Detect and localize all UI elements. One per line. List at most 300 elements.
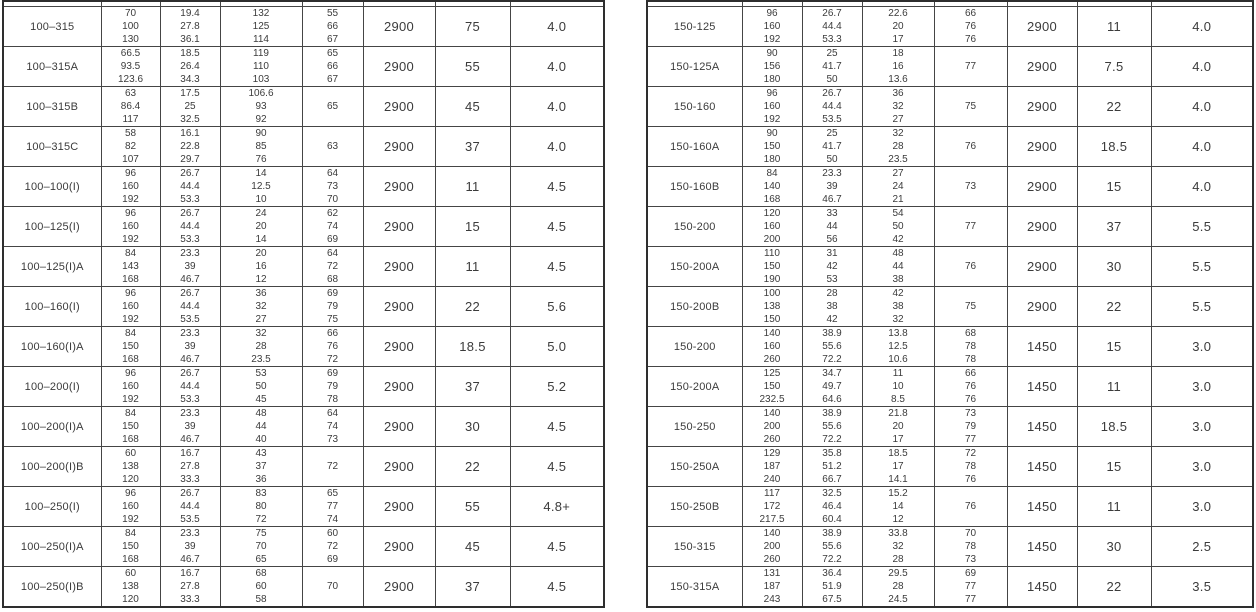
table-row [3,447,604,487]
value-line: 38 [826,301,838,312]
value-line: 21 [892,194,904,205]
value-line: 16.7 [180,448,200,459]
value-line: 74 [326,421,339,432]
power-cell: 30 [435,407,510,447]
model-cell: 150-315 [647,527,742,567]
value-line: 260 [763,354,781,365]
value-cell [742,327,802,367]
value-line: 72.2 [822,354,842,365]
value-line: 66 [964,368,977,379]
value-cell [742,127,802,167]
extra-cell: 5.5 [1151,207,1253,247]
value-line: 187 [763,461,781,472]
value-cell [802,127,862,167]
value-line: 140 [763,328,781,339]
speed-cell: 2900 [1007,7,1077,47]
value-line: 85 [255,141,267,152]
value-cell [802,407,862,447]
value-line: 76 [964,381,977,392]
power-cell: 15 [435,207,510,247]
value-cell [220,407,302,447]
value-cell [220,207,302,247]
value-line: 46.7 [180,434,200,445]
value-line: 68 [326,274,339,285]
value-line: 84 [766,168,778,179]
value-line: 38.9 [822,408,842,419]
value-line: 76 [964,394,977,405]
speed-cell: 2900 [363,7,435,47]
value-line: 44 [892,261,904,272]
extra-cell: 3.0 [1151,367,1253,407]
value-line: 100 [763,288,781,299]
value-cell [220,7,302,47]
value-cell [802,527,862,567]
value-cell [742,487,802,527]
value-cell [220,327,302,367]
value-line: 38 [892,274,904,285]
value-line: 11 [892,368,904,379]
extra-cell: 3.0 [1151,327,1253,367]
speed-cell: 2900 [1007,287,1077,327]
value-line: 150 [763,314,781,325]
value-cell [101,87,160,127]
value-line: 51.9 [822,581,842,592]
speed-cell: 2900 [363,87,435,127]
table-row [3,487,604,527]
left-table-container [2,0,603,608]
value-cell [862,287,934,327]
value-line: 76 [326,341,339,352]
value-line: 93 [255,101,267,112]
value-cell: 72 [302,447,363,487]
table-row [647,567,1253,608]
speed-cell: 2900 [363,287,435,327]
power-cell: 37 [1077,207,1151,247]
value-line: 26.7 [180,368,200,379]
model-cell: 150-250B [647,487,742,527]
table-row [647,207,1253,247]
value-cell [742,7,802,47]
value-line: 260 [763,434,781,445]
value-line: 70 [255,541,267,552]
value-cell [160,447,220,487]
value-line: 55.6 [822,541,842,552]
value-cell [742,447,802,487]
value-line: 75 [326,314,339,325]
power-cell: 7.5 [1077,47,1151,87]
power-cell: 22 [1077,567,1151,608]
value-line: 76 [964,21,977,32]
value-line: 33.3 [180,474,200,485]
extra-cell: 5.5 [1151,247,1253,287]
value-line: 78 [964,461,977,472]
value-line: 14 [255,234,267,245]
value-line: 69 [326,554,339,565]
value-line: 100 [122,21,139,32]
speed-cell: 1450 [1007,407,1077,447]
value-cell [101,287,160,327]
value-line: 53 [255,368,267,379]
value-line: 125 [763,368,781,379]
speed-cell: 2900 [363,247,435,287]
value-line: 20 [892,421,904,432]
value-line: 46.7 [822,194,842,205]
value-line: 96 [766,88,778,99]
value-line: 37 [255,461,267,472]
value-line: 32 [892,541,904,552]
value-line: 110 [764,248,780,259]
value-line: 42 [892,288,904,299]
value-line: 60 [124,448,137,459]
table-row [647,447,1253,487]
value-line: 168 [122,274,139,285]
value-line: 24 [892,181,904,192]
speed-cell: 2900 [363,367,435,407]
value-line: 42 [826,261,838,272]
value-cell [802,567,862,608]
table-row [3,87,604,127]
value-line: 26.7 [822,8,842,19]
value-line: 25 [826,128,838,139]
extra-cell: 4.0 [1151,47,1253,87]
table-row [3,127,604,167]
value-cell: 70 [302,567,363,608]
extra-cell: 5.5 [1151,287,1253,327]
value-line: 23.3 [180,248,200,259]
value-line: 72 [326,261,339,272]
value-line: 78 [964,541,977,552]
value-line: 96 [124,368,137,379]
value-line: 160 [122,221,139,232]
value-line: 172 [763,501,781,512]
value-line: 76 [964,34,977,45]
value-line: 68 [255,568,267,579]
value-line: 27.8 [180,581,200,592]
extra-cell: 4.5 [510,447,604,487]
value-cell [302,247,363,287]
value-line: 20 [892,21,904,32]
extra-cell: 4.0 [1151,87,1253,127]
extra-cell: 4.0 [510,127,604,167]
table-row [3,527,604,567]
table-row [647,287,1253,327]
value-line: 72 [964,448,977,459]
value-cell [101,567,160,608]
value-line: 29.5 [888,568,908,579]
value-line: 72 [255,514,267,525]
model-cell: 150-200A [647,247,742,287]
value-cell [934,527,1007,567]
value-cell [101,367,160,407]
power-cell: 37 [435,567,510,608]
value-line: 16 [892,61,904,72]
value-line: 44.4 [180,301,200,312]
value-cell [302,487,363,527]
value-line: 92 [255,114,267,125]
speed-cell: 1450 [1007,487,1077,527]
value-line: 217.5 [759,514,785,525]
value-line: 44.4 [180,501,200,512]
table-row [647,167,1253,207]
value-cell [101,487,160,527]
value-cell [101,47,160,87]
value-line: 73 [326,181,339,192]
value-line: 46.7 [180,554,200,565]
value-line: 78 [964,354,977,365]
value-cell [302,367,363,407]
value-line: 53.5 [180,314,200,325]
extra-cell: 5.0 [510,327,604,367]
table-row [647,247,1253,287]
value-cell [742,287,802,327]
value-line: 68 [964,328,977,339]
value-line: 54 [892,208,904,219]
value-cell [862,207,934,247]
value-line: 18.5 [180,48,200,59]
value-line: 53.3 [822,34,842,45]
value-line: 13.8 [888,328,908,339]
value-line: 44.4 [822,21,842,32]
value-line: 64 [326,408,339,419]
power-cell: 11 [435,167,510,207]
power-cell: 15 [1077,447,1151,487]
value-cell [160,287,220,327]
value-line: 53.5 [180,514,200,525]
value-line: 39 [184,541,196,552]
speed-cell: 2900 [363,207,435,247]
value-line: 106.6 [248,88,274,99]
value-line: 187 [763,581,781,592]
value-line: 23.5 [888,154,908,165]
value-cell [160,327,220,367]
value-cell [802,47,862,87]
value-cell [160,527,220,567]
value-line: 27.8 [180,21,200,32]
value-cell [101,327,160,367]
value-line: 53.5 [822,114,842,125]
table-row [3,567,604,608]
value-line: 41.7 [822,61,842,72]
value-line: 67 [326,74,339,85]
value-cell [802,207,862,247]
value-cell [220,47,302,87]
value-cell [934,7,1007,47]
value-line: 26.7 [180,488,200,499]
value-line: 84 [124,408,137,419]
value-line: 53.3 [180,234,200,245]
value-line: 10 [892,381,904,392]
extra-cell: 4.0 [510,47,604,87]
value-cell [160,487,220,527]
value-line: 39 [184,261,196,272]
value-line: 23.3 [180,328,200,339]
value-line: 33 [826,208,838,219]
value-line: 28 [892,581,904,592]
value-line: 260 [763,554,781,565]
extra-cell: 4.5 [510,167,604,207]
model-cell: 150-200 [647,207,742,247]
extra-cell: 4.5 [510,567,604,608]
value-cell [862,447,934,487]
value-line: 15.2 [888,488,908,499]
value-line: 132 [252,8,270,19]
value-line: 129 [763,448,781,459]
value-line: 160 [122,301,139,312]
value-line: 21.8 [888,408,908,419]
value-line: 43 [255,448,267,459]
value-cell [160,407,220,447]
value-line: 17.5 [180,88,200,99]
value-line: 55 [326,8,339,19]
value-line: 36 [892,88,904,99]
value-line: 23.5 [251,354,271,365]
extra-cell: 3.0 [1151,407,1253,447]
table-row [3,7,604,47]
pump-table-left [2,0,605,608]
value-cell [101,447,160,487]
value-line: 20 [255,248,267,259]
speed-cell: 2900 [363,447,435,487]
speed-cell: 2900 [1007,167,1077,207]
value-line: 22.8 [180,141,200,152]
value-line: 31 [826,248,838,259]
value-line: 96 [124,288,137,299]
value-line: 140 [763,528,781,539]
value-cell [742,87,802,127]
value-line: 38.9 [822,528,842,539]
value-cell [160,87,220,127]
value-line: 28 [826,288,838,299]
speed-cell: 1450 [1007,527,1077,567]
value-cell [862,487,934,527]
value-line: 156 [763,61,781,72]
value-line: 160 [763,341,781,352]
value-line: 39 [184,421,196,432]
value-line: 44.4 [822,101,842,112]
value-line: 44.4 [180,381,200,392]
value-cell: 76 [934,487,1007,527]
value-cell [302,207,363,247]
value-line: 90 [255,128,267,139]
value-line: 49.7 [822,381,842,392]
value-line: 103 [252,74,270,85]
value-line: 160 [763,221,781,232]
value-cell [742,247,802,287]
power-cell: 22 [1077,87,1151,127]
power-cell: 15 [1077,167,1151,207]
table-row [647,327,1253,367]
table-row [3,327,604,367]
value-line: 16.1 [180,128,200,139]
value-cell: 75 [934,287,1007,327]
extra-cell: 4.5 [510,247,604,287]
speed-cell: 2900 [363,47,435,87]
value-line: 17 [892,34,904,45]
value-line: 18 [892,48,904,59]
model-cell: 100–250(I)A [3,527,101,567]
value-line: 160 [763,101,781,112]
value-line: 27 [892,168,904,179]
value-line: 28 [892,554,904,565]
value-line: 27 [892,114,904,125]
value-line: 160 [122,181,139,192]
power-cell: 11 [435,247,510,287]
table-row [3,47,604,87]
power-cell: 55 [435,47,510,87]
value-line: 232.5 [759,394,785,405]
speed-cell: 2900 [1007,87,1077,127]
value-line: 32.5 [180,114,200,125]
value-line: 50 [255,381,267,392]
value-line: 32 [892,101,904,112]
value-cell [934,407,1007,447]
value-line: 75 [255,528,267,539]
value-line: 16.7 [180,568,200,579]
value-line: 46.7 [180,354,200,365]
value-line: 82 [124,141,137,152]
value-line: 10.6 [888,354,908,365]
power-cell: 30 [1077,247,1151,287]
value-cell [220,127,302,167]
value-line: 138 [763,301,781,312]
value-line: 32 [255,301,267,312]
value-cell [160,167,220,207]
value-cell [160,247,220,287]
value-line: 77 [964,594,977,605]
value-line: 70 [124,8,137,19]
power-cell: 11 [1077,7,1151,47]
model-cell: 100–125(I)A [3,247,101,287]
model-cell: 100–315 [3,7,101,47]
value-line: 84 [124,528,137,539]
value-line: 36 [255,474,267,485]
value-line: 73 [964,554,977,565]
table-row [3,367,604,407]
extra-cell: 4.0 [1151,7,1253,47]
value-line: 143 [122,261,139,272]
value-cell [862,327,934,367]
value-line: 39 [826,181,838,192]
value-line: 60 [326,528,339,539]
value-cell: 75 [934,87,1007,127]
model-cell: 150-160B [647,167,742,207]
model-cell: 100–315A [3,47,101,87]
value-line: 44 [826,221,838,232]
value-line: 168 [122,354,139,365]
speed-cell: 1450 [1007,567,1077,608]
value-line: 58 [255,594,267,605]
value-line: 60 [124,568,137,579]
value-cell [160,567,220,608]
value-cell: 65 [302,87,363,127]
value-line: 50 [826,74,838,85]
value-line: 33.8 [888,528,908,539]
value-line: 84 [124,248,137,259]
value-line: 76 [964,474,977,485]
value-line: 90 [766,128,778,139]
value-line: 200 [763,421,781,432]
value-cell [101,207,160,247]
extra-cell: 3.5 [1151,567,1253,608]
value-cell [220,447,302,487]
value-line: 150 [763,261,781,272]
model-cell: 150-200A [647,367,742,407]
value-cell [160,127,220,167]
value-cell [101,407,160,447]
value-line: 168 [763,194,781,205]
value-line: 26.7 [822,88,842,99]
value-line: 19.4 [180,8,200,19]
